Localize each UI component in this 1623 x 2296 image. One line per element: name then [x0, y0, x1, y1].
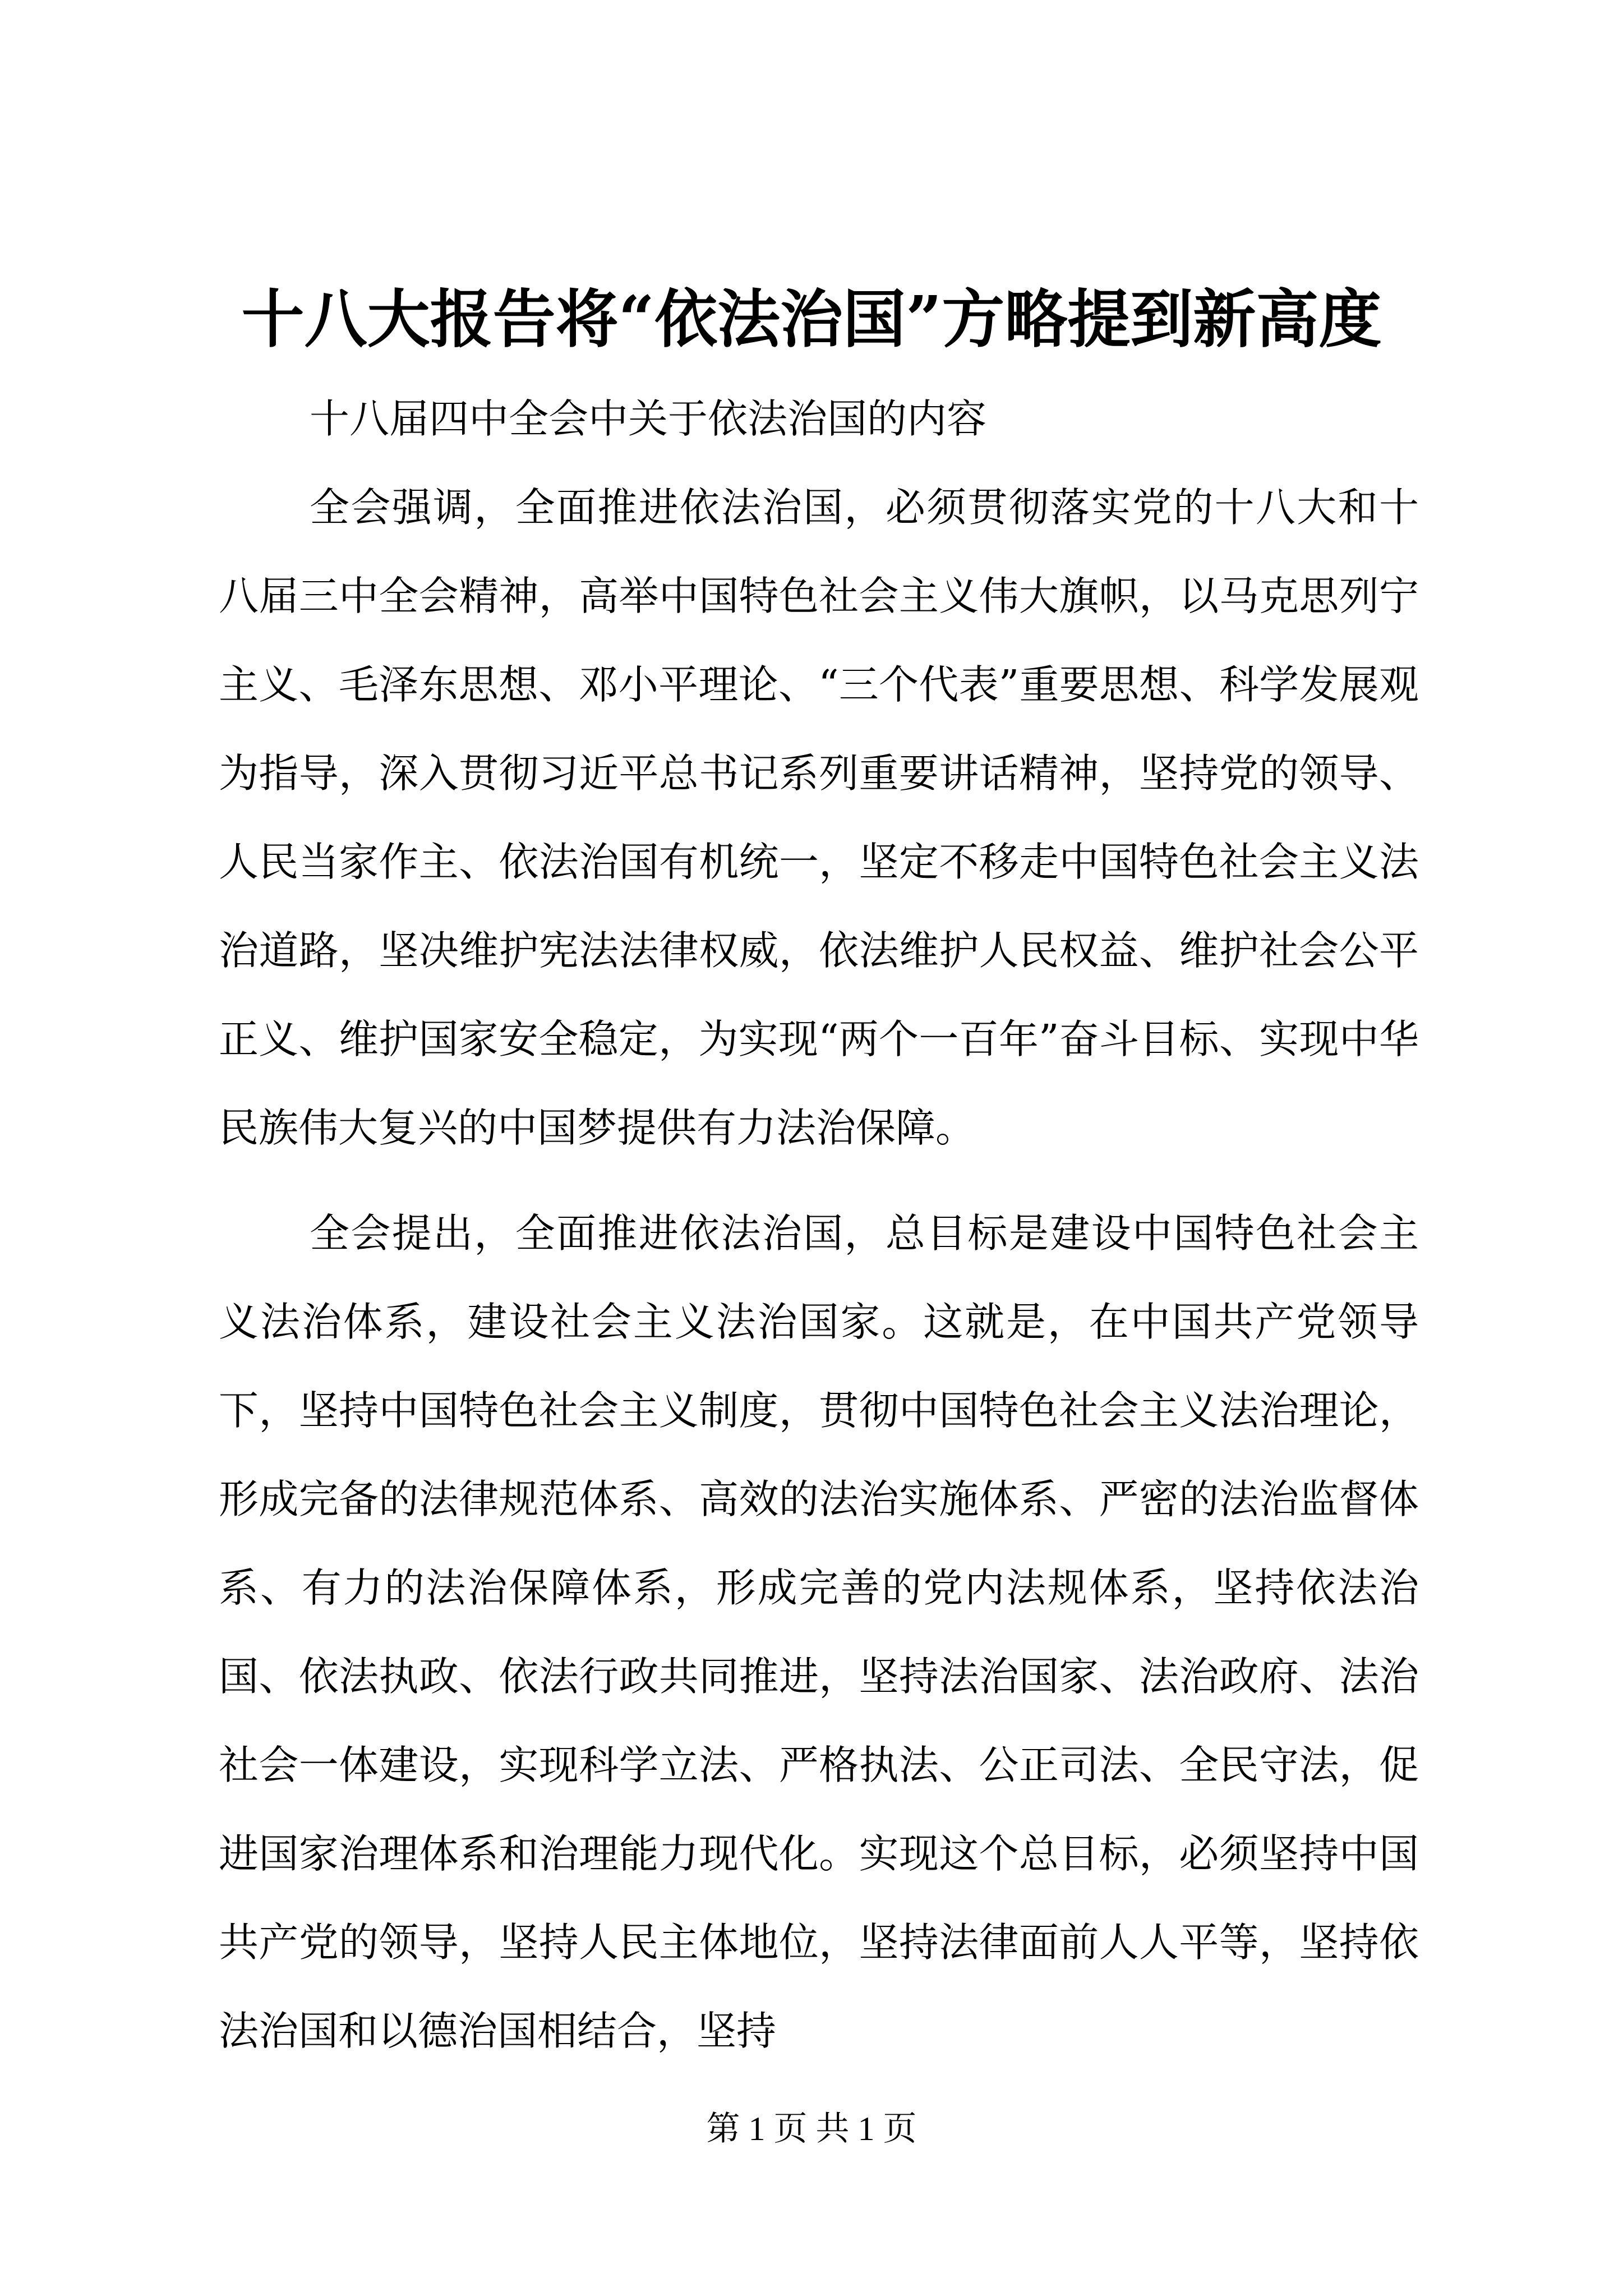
page-footer: 第 1 页 共 1 页 [706, 2110, 917, 2147]
paragraph-1: 全会强调，全面推进依法治国，必须贯彻落实党的十八大和十八届三中全会精神，高举中国特色社会主义伟大旗帜，以马克思列宁主义、毛泽东思想、邓小平理论、“三个代表”重要思想、科学发展观为指导，深入贯彻习近平总书记系列重要讲话精神，坚持党的领导、人民当家作主、依法治国有机统一，坚定不移走中国特色社会主义法治道路，坚决维护宪法法律权威，依法维护人民权益、维护社会公平正义、维护国家安全稳定，为实现“两个一百年”奋斗目标、实现中华民族伟大复兴的中国梦提供有力法治保障。 [219, 484, 1419, 1151]
paragraph-2: 全会提出，全面推进依法治国，总目标是建设中国特色社会主义法治体系，建设社会主义法治国家。这就是，在中国共产党领导下，坚持中国特色社会主义制度，贯彻中国特色社会主义法治理论，形成完备的法律规范体系、高效的法治实施体系、严密的法治监督体系、有力的法治保障体系，形成完善的党内法规体系，坚持依法治国、依法执政、依法行政共同推进，坚持法治国家、法治政府、法治社会一体建设，实现科学立法、严格执法、公正司法、全民守法，促进国家治理体系和治理能力现代化。实现这个总目标，必须坚持中国共产党的领导，坚持人民主体地位，坚持法律面前人人平等，坚持依法治国和以德治国相结合，坚持 [219, 1210, 1419, 2054]
document-body [219, 375, 1419, 2076]
document-subtitle: 十八届四中全会中关于依法治国的内容 [310, 395, 987, 442]
document-title: 十八大报告将“依法治国”方略提到新高度 [241, 283, 1382, 356]
